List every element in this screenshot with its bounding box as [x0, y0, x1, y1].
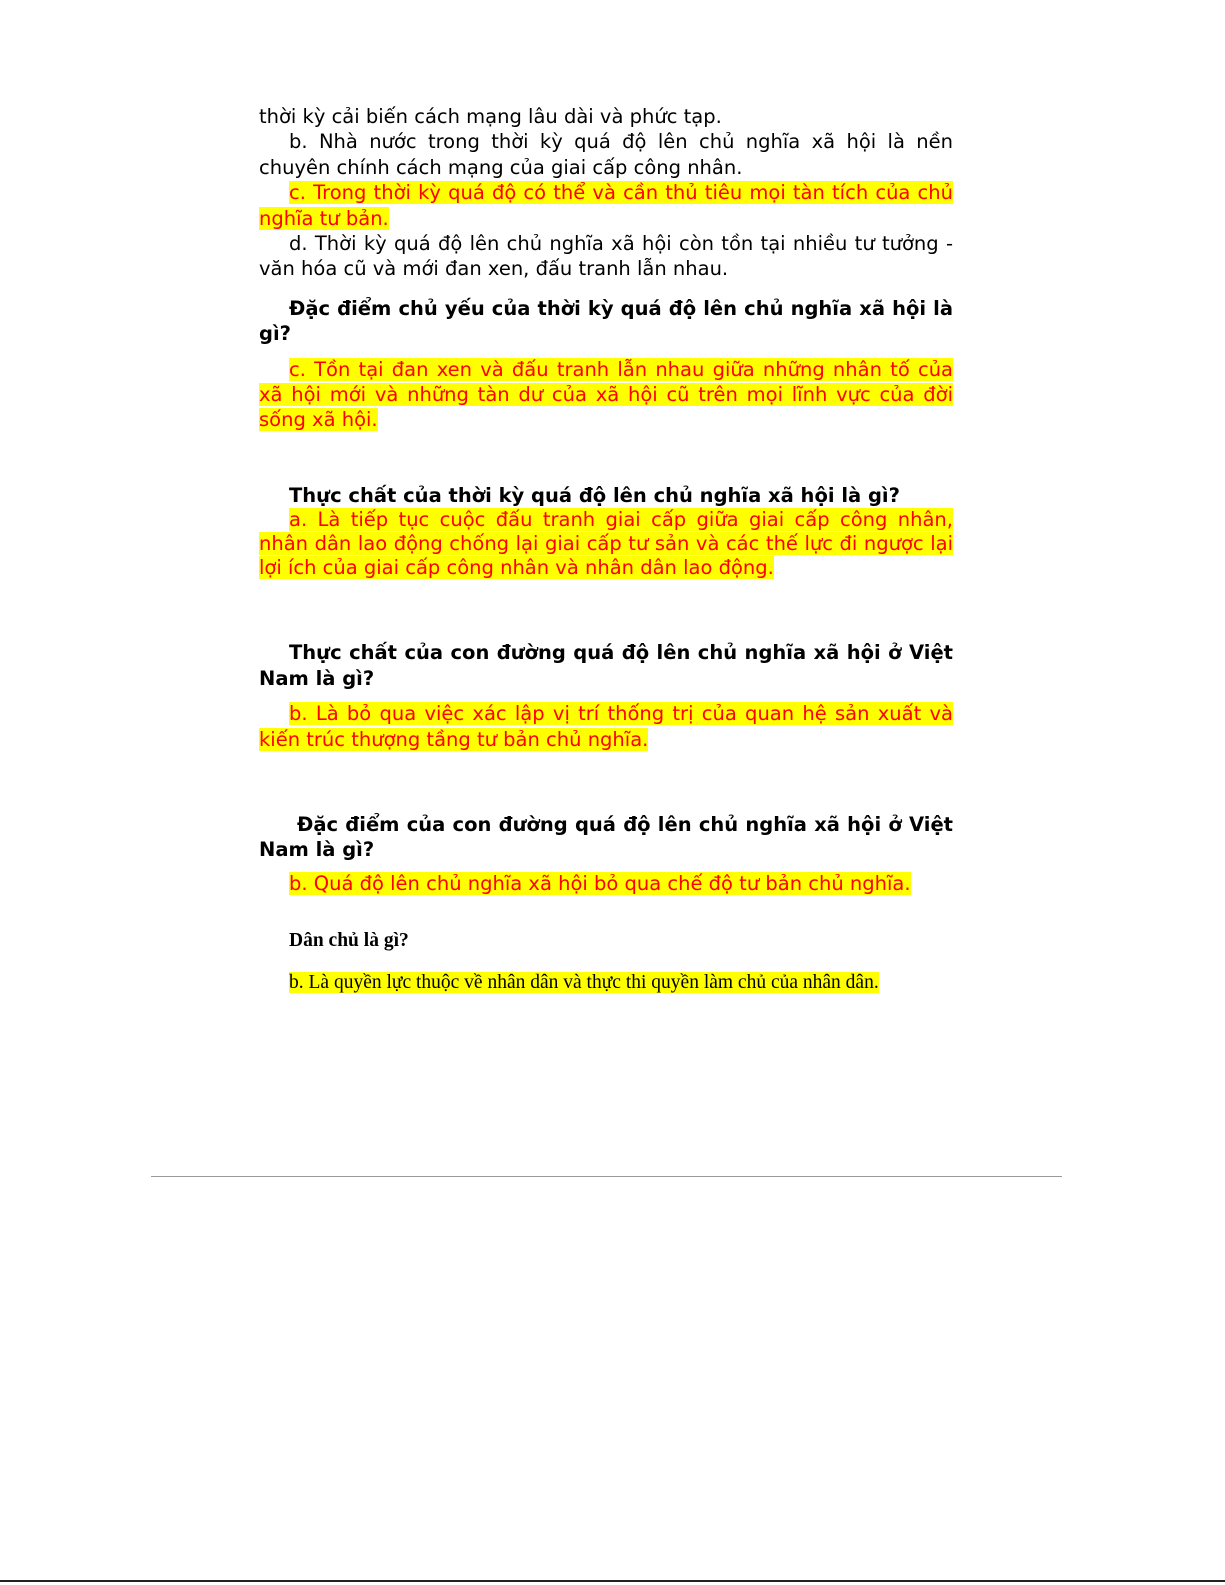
question-text: Thực chất của con đường quá độ lên chủ nghĩa xã hội ở Việt Nam là gì?	[259, 641, 953, 690]
highlighted-answer: b. Là quyền lực thuộc về nhân dân và thực thi quyền làm chủ của nhân dân.	[289, 971, 879, 993]
spacer	[259, 752, 953, 812]
option-b-text: b. Nhà nước trong thời kỳ quá độ lên chủ nghĩa xã hội là nền chuyên chính cách mạng của giai cấp công nhân.	[259, 130, 953, 179]
answer-paragraph	[259, 871, 953, 896]
spacer	[259, 691, 953, 701]
option-b-paragraph	[259, 129, 953, 180]
question-heading	[259, 296, 953, 347]
highlighted-answer: a. Là tiếp tục cuộc đấu tranh giai cấp giữa giai cấp công nhân, nhân dân lao động chống lại giai cấp tư sản và các thế lực đi ngược lại lợi ích của giai cấp công nhân và nhân dân lao động.	[259, 508, 953, 580]
option-c-paragraph	[259, 180, 953, 231]
document-body	[259, 104, 953, 995]
question-text: Đặc điểm của con đường quá độ lên chủ nghĩa xã hội ở Việt Nam là gì?	[259, 812, 953, 862]
highlighted-answer: b. Quá độ lên chủ nghĩa xã hội bỏ qua chế độ tư bản chủ nghĩa.	[289, 871, 911, 895]
spacer	[259, 433, 953, 483]
question-text: Dân chủ là gì?	[289, 930, 409, 952]
answer-paragraph	[259, 357, 953, 433]
question-heading	[259, 928, 953, 953]
question-heading	[259, 483, 953, 508]
option-d-paragraph	[259, 231, 953, 282]
spacer	[259, 954, 953, 970]
answer-paragraph	[259, 970, 953, 995]
question-text: Thực chất của thời kỳ quá độ lên chủ nghĩa xã hội là gì?	[289, 483, 900, 507]
highlighted-answer: c. Tồn tại đan xen và đấu tranh lẫn nhau giữa những nhân tố của xã hội mới và những tàn dư của xã hội cũ trên mọi lĩnh vực của đời sống xã hội.	[259, 357, 953, 432]
spacer	[259, 347, 953, 357]
highlighted-answer: b. Là bỏ qua việc xác lập vị trí thống trị của quan hệ sản xuất và kiến trúc thượng tầng tư bản chủ nghĩa.	[259, 702, 953, 751]
spacer	[259, 580, 953, 640]
highlighted-answer: c. Trong thời kỳ quá độ có thể và cần thủ tiêu mọi tàn tích của chủ nghĩa tư bản.	[259, 181, 953, 230]
spacer	[259, 863, 953, 871]
paragraph-text: thời kỳ cải biến cách mạng lâu dài và phức tạp.	[259, 105, 722, 128]
answer-paragraph	[259, 508, 953, 580]
question-heading	[259, 812, 953, 863]
question-heading	[259, 640, 953, 691]
answer-paragraph	[259, 701, 953, 752]
spacer	[259, 896, 953, 928]
spacer	[259, 282, 953, 296]
paragraph-continuation	[259, 104, 953, 129]
option-d-text: d. Thời kỳ quá độ lên chủ nghĩa xã hội còn tồn tại nhiều tư tưởng - văn hóa cũ và mới đan xen, đấu tranh lẫn nhau.	[259, 232, 953, 281]
page-bottom-edge	[0, 1580, 1225, 1582]
page-separator-line	[151, 1176, 1062, 1177]
question-text: Đặc điểm chủ yếu của thời kỳ quá độ lên chủ nghĩa xã hội là gì?	[259, 296, 953, 346]
